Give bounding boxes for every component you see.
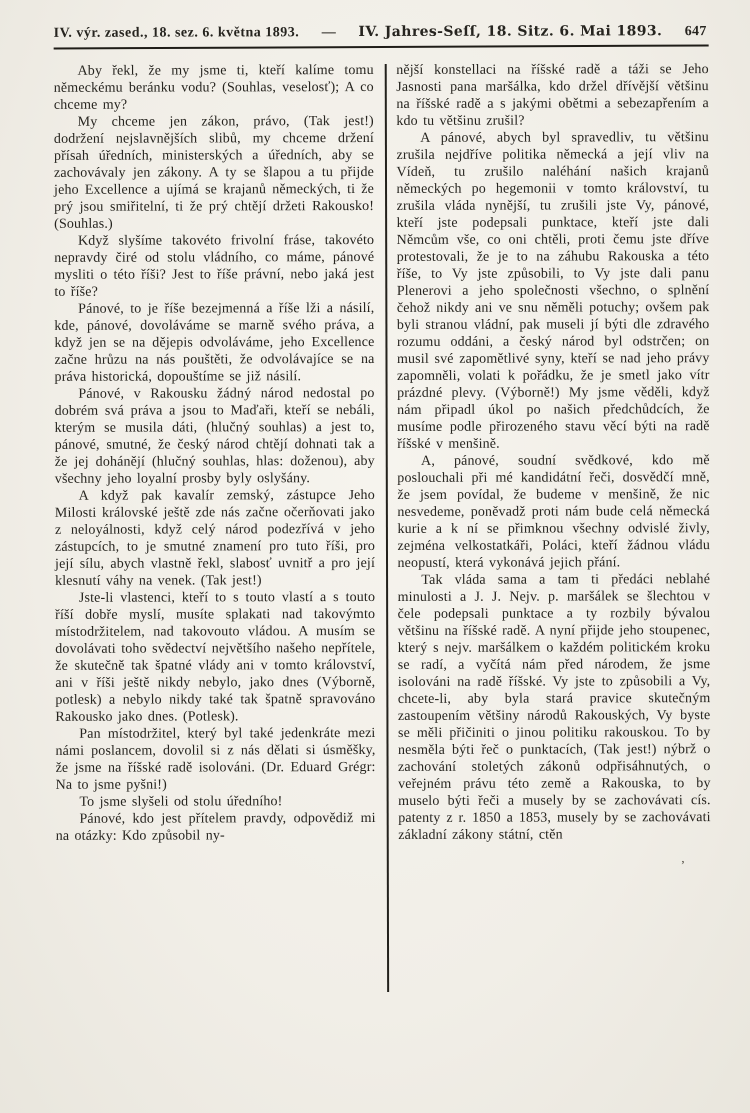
paragraph: A když pak kavalír zemský, zástupce Jeho Milosti královské ještě zde nás začne očerňovati jako z neloyálnosti, když celý národ podezřívá v jeho zástupcích, to je smutné znamení pro tuto říši, pro její sílu, abych vlastně řekl, slabosť uvnitř a pro její klesnutí váhy na venek. (Tak jest!): [54, 488, 376, 589]
paragraph: Pánové, v Rakousku žádný národ nedostal po dobrém svá práva a jsou to Maďaři, kteří se nebáli, kterým se musila dáti, (hlučný souhlas) a jest to, pánové, smutné, že český národ chtějí dohnati tak a že jej dohánějí (hlučný souhlas, hlas: doženou), aby všechny jeho loyalní prosby byly oslyšány.: [54, 386, 375, 487]
header-czech-session-label: IV. výr. zased., 18. sez. 6. května 1893.: [53, 25, 300, 41]
header-dash: —: [321, 25, 337, 41]
paragraph: Pan místodržitel, který byl také jedenkráte mezi námi poslancem, dovolil si z nás dělati si úsměšky, že jsme na říšské radě isolováni. (Dr. Eduard Grégr: Na to jsme pyšni!): [55, 725, 376, 793]
text-columns: [54, 61, 712, 1063]
paragraph: Pánové, to je říše bezejmenná a říše lži a násilí, kde, pánové, dovoláváme se marně svého práva, a když jen se na dějepis odvoláváme, jeho Excellence začne hrůzu na nás pouštěti, že odvolávajíce se na práva historická, dopouštíme se již násilí.: [54, 301, 375, 385]
left-column: [54, 62, 377, 1063]
page-header: [54, 23, 709, 42]
paragraph: Tak vláda sama a tam ti předáci neblahé minulosti a J. J. Nejv. p. maršálek se šlechtou v čele podepsali punktace a ty rozbily bývalou většinu na říšské radě. A nyní přijde jeho stoupenec, který s nejv. maršálkem o každém politickém kroku se radí, a vyčítá nám před národem, že jsme isolováni na radě říšské. Vy jste to způsobili a Vy, chcete-li, aby byla stará pravice skutečným zastoupením většiny národů Rakouských, Vy byste se měli přičiniti o jinou politiku rakouskou. To by nesměla býti řeč o punktacích, (Tak jest!) nýbrž o zachování stoletých zákonů odpřisáhnutých, o veřejném právu této země a Rakouska, to by muselo býti řeči a musely by se zachovávati cís. patenty z r. 1850 a 1853, musely by se zachovávati základní zákony státní, ctěn: [397, 572, 711, 843]
header-rule: [54, 44, 709, 49]
stray-scan-mark: ,: [681, 850, 685, 866]
paragraph: A, pánové, soudní svědkové, kdo mě poslouchali při mé kandidátní řeči, dosvědčí mně, že jsem povídal, že budeme v menšině, že nic nesvedeme, poněvadž proti nám bude celá německá kurie a k ní se přimknou všechny odvislé živly, zejména velkostatkáři, Poláci, kteří žádnou vládu neopustí, která vykonává jejich přání.: [397, 453, 710, 571]
header-german-session-label: IV. Jahres-Seſſ, 18. Sitz. 6. Mai 1893.: [358, 23, 663, 41]
paragraph: Aby řekl, že my jsme ti, kteří kalíme tomu německému beránku vodu? (Souhlas, veselosť); A co chceme my?: [53, 63, 374, 113]
paragraph: Pánové, kdo jest přítelem pravdy, odpovědiž mi na otázky: Kdo způsobil ny-: [55, 810, 376, 844]
page-number: 647: [684, 24, 707, 40]
right-column: [396, 61, 711, 1062]
paragraph: A pánové, abych byl spravedliv, tu většinu zrušila nejdříve politika německá a její vliv na Vídeň, tu zrušilo naléhání našich krajanů německých po hegemonii v tomto království, tu zrušila vláda nynější, tu zrušili jste Vy, pánové, kteří jste podepsali punktace, kteří jste dali Němcům vše, co oni chtěli, proti čemu jste dříve protestovali, že je to na záhubu Rakouska a této říše, to Vy jste způsobili, to Vy jste dali panu Plenerovi a jeho společnosti všechno, o splnění čehož nikdy ani ve snu něměli potuchy; ovšem pak byli stranou vládní, pak museli jí býti dle zdravého rozumu oddáni, a český národ byl odstrčen; on musil své zapomětlivé syny, kteří se nad jeho právy zapomněli, volati k pořádku, že je smetl jako vítr prázdné plevy. (Výborně!) My jsme věděli, když nám připadl úkol po našich předchůdcích, že musíme podle přirozeného stavu věcí býti na radě říšské v menšině.: [396, 130, 710, 452]
paragraph: My chceme jen zákon, právo, (Tak jest!) dodržení nejslavnějších slibů, my chceme držení přísah úředních, ministerských a úředních, aby se zachovávaly jen zákony. A ty se šlapou a tu přijde jeho Excellence a ujímá se krajanů německých, ti že prý jsou smiřitelní, ti že prý chtějí držeti Rakousko! (Souhlas.): [53, 114, 375, 232]
column-divider: [385, 64, 389, 992]
paragraph: nější konstellaci na říšské radě a táži se Jeho Jasnosti pana maršálka, kdo držel dřívější většinu na říšské radě a s jakými obětmi a sebezapřením a kdo tu většinu zrušil?: [396, 62, 709, 129]
paragraph: Jste-li vlastenci, kteří to s touto vlastí a s touto říší dobře myslí, musíte splakati nad takovýmto místodržitelem, nad takovouto vládou. A musím se dovolávati toho svědectví největšího našeho nepřítele, že skutečně tak špatné vlády ani v tomto království, ani v říši ještě nikdy nebylo, jako dnes (Výborně, potlesk) a nebylo nikdy také tak špatně spravováno Rakousko jako dnes. (Potlesk).: [55, 589, 376, 725]
paragraph: To jsme slyšeli od stolu úředního!: [79, 794, 283, 810]
paragraph: Když slyšíme takovéto frivolní fráse, takovéto nepravdy čiré od stolu vládního, co máme, pánové mysliti o této říši? Jest to říše právní, nebo jaká jest to říše?: [54, 233, 375, 300]
